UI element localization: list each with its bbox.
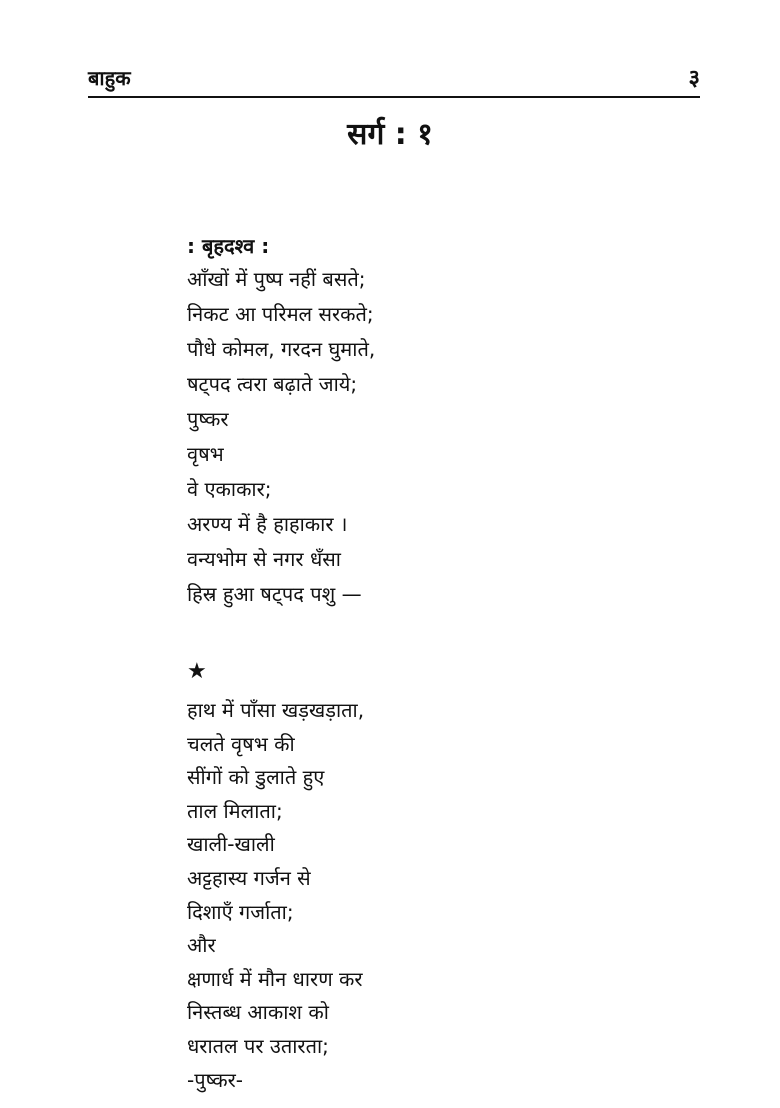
poem-line: ताल मिलाता; [187,798,283,823]
poem-line: -पुष्कर- [187,1067,243,1092]
poem-line: क्षणार्ध में मौन धारण कर [187,966,363,991]
poem-line: अट्टहास्य गर्जन से [187,865,311,890]
poem-line: अरण्य में है हाहाकार । [187,512,348,536]
poem-line: आँखों में पुष्प नहीं बसते; [187,267,366,291]
poem-line: वृषभ [187,442,224,466]
chapter-title: सर्ग : १ [347,117,433,152]
stanza [187,694,707,1097]
star-separator-icon: ★ [187,659,207,684]
running-header [88,60,700,98]
poem-line: वन्यभोम से नगर धँसा [187,547,341,571]
poem-body [187,230,707,1097]
poem-line: वे एकाकार; [187,477,272,501]
poem-line: हाथ में पाँसा खड़खड़ाता, [187,698,365,722]
stanza [187,230,707,612]
page-number: ३ [688,66,700,91]
poem-line: पौधे कोमल, गरदन घुमाते, [187,337,376,361]
poem-line: और [187,933,216,958]
poem-line: सींगों को डुलाते हुए [187,765,325,790]
poem-line: पुष्कर [187,407,229,431]
running-header-title: बाहुक [88,66,131,90]
poem-line: निकट आ परिमल सरकते; [187,302,374,326]
poem-line: धरातल पर उतारता; [187,1033,329,1058]
poem-line: खाली-खाली [187,832,275,857]
poem-line: निस्तब्ध आकाश को [187,1000,329,1025]
poem-line: षट्पद त्वरा बढ़ाते जाये; [187,372,358,396]
poem-line: दिशाएँ गर्जाता; [187,899,294,924]
poem-line: चलते वृषभ की [187,731,295,756]
speaker-heading: : बृहदश्व : [187,234,270,258]
poem-line: हिस्र हुआ षट्पद पशु — [187,582,362,606]
